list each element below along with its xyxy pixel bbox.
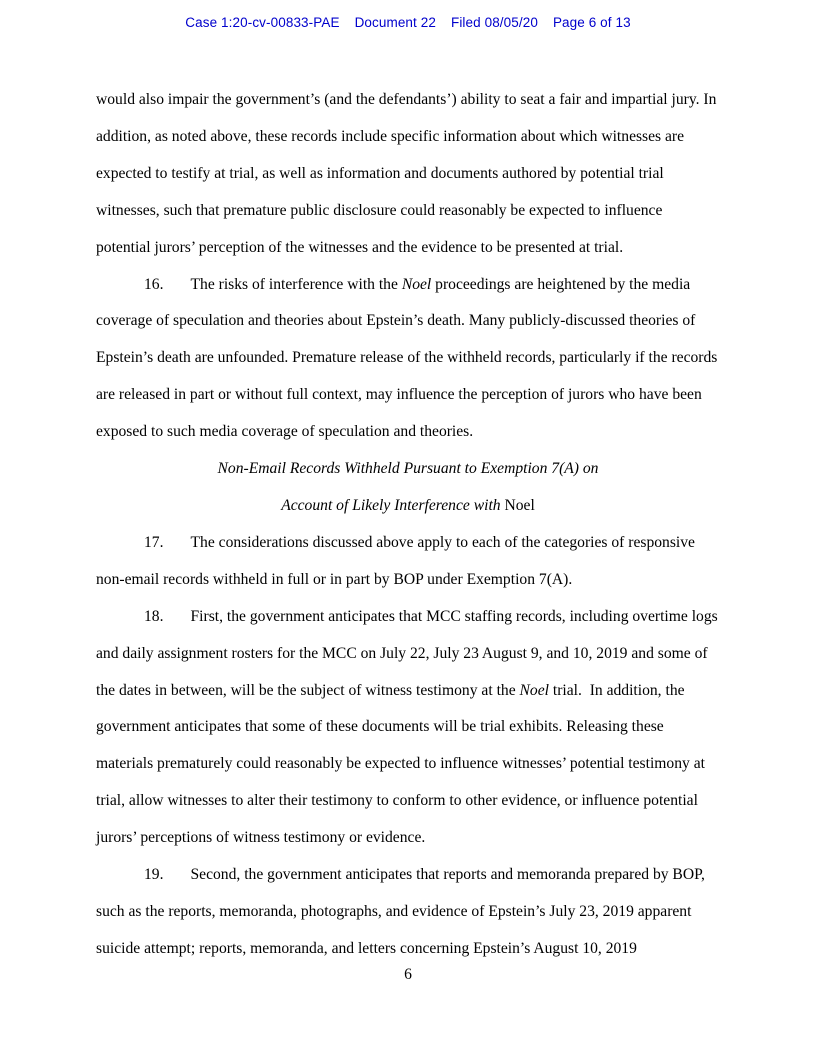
paragraph-text: The considerations discussed above apply to each of the categories of responsive non-email records withheld in full or in part by BOP under Exemption 7(A). <box>96 533 695 588</box>
case-number: Case 1:20-cv-00833-PAE <box>185 15 340 30</box>
paragraph-18 <box>96 599 720 857</box>
paragraph-number: 18. <box>144 607 164 625</box>
page-number: 6 <box>404 966 412 983</box>
paragraph-continuation <box>96 82 720 267</box>
section-heading-line-2 <box>96 488 720 525</box>
paragraph-17 <box>96 525 720 599</box>
paragraph-text: First, the government anticipates that MCC staffing records, including overtime logs and daily assignment rosters for the MCC on July 22, July 23 August 9, and 10, 2019 and some of the dates in between, will be the subject of witness testimony at the <box>96 607 718 699</box>
case-name-italic: Noel <box>401 275 432 293</box>
heading-text: Account of Likely Interference with <box>281 496 505 514</box>
paragraph-text: proceedings are heightened by the media coverage of speculation and theories about Epstein’s death. Many publicly-discussed theories of Epstein’s death are unfounded. Premature release of the withheld records, particularly if the records are released in part or without full context, may influence the perception of jurors who have been exposed to such media coverage of speculation and theories. <box>96 275 718 441</box>
section-heading-line-1 <box>96 451 720 488</box>
document-number: Document 22 <box>354 15 436 30</box>
case-name-italic: Noel <box>519 681 549 699</box>
document-body <box>96 82 720 968</box>
page-number-footer <box>0 966 816 984</box>
paragraph-number: 16. <box>144 275 164 293</box>
paragraph-19 <box>96 857 720 968</box>
paragraph-text: Second, the government anticipates that reports and memoranda prepared by BOP, such as the reports, memoranda, photographs, and evidence of Epstein’s July 23, 2019 apparent suicide attempt; reports, memoranda, and letters concerning Epstein’s August 10, 2019 <box>96 866 705 957</box>
heading-text: Non-Email Records Withheld Pursuant to Exemption 7(A) on <box>217 460 599 478</box>
paragraph-number: 19. <box>144 866 164 884</box>
paragraph-number: 17. <box>144 533 164 551</box>
filed-date: Filed 08/05/20 <box>450 15 538 30</box>
paragraph-text: trial. In addition, the government anticipates that some of these documents will be trial exhibits. Releasing these materials prematurely could reasonably be expected to influence witnesses’ potential testimony at trial, allow witnesses to alter their testimony to conform to other evidence, or influence potential jurors’ perceptions of witness testimony or evidence. <box>96 681 705 847</box>
case-name-roman: Noel <box>504 496 535 514</box>
paragraph-text: The risks of interference with the <box>190 275 402 293</box>
ecf-stamp-header <box>0 15 816 30</box>
page-indicator: Page 6 of 13 <box>552 15 631 30</box>
paragraph-text: would also impair the government’s (and the defendants’) ability to seat a fair and impartial jury. In addition, as noted above, these records include specific information about which witnesses are expected to testify at trial, as well as information and documents authored by potential trial witnesses, such that premature public disclosure could reasonably be expected to influence potential jurors’ perception of the witnesses and the evidence to be presented at trial. <box>96 91 717 256</box>
paragraph-16 <box>96 267 720 452</box>
